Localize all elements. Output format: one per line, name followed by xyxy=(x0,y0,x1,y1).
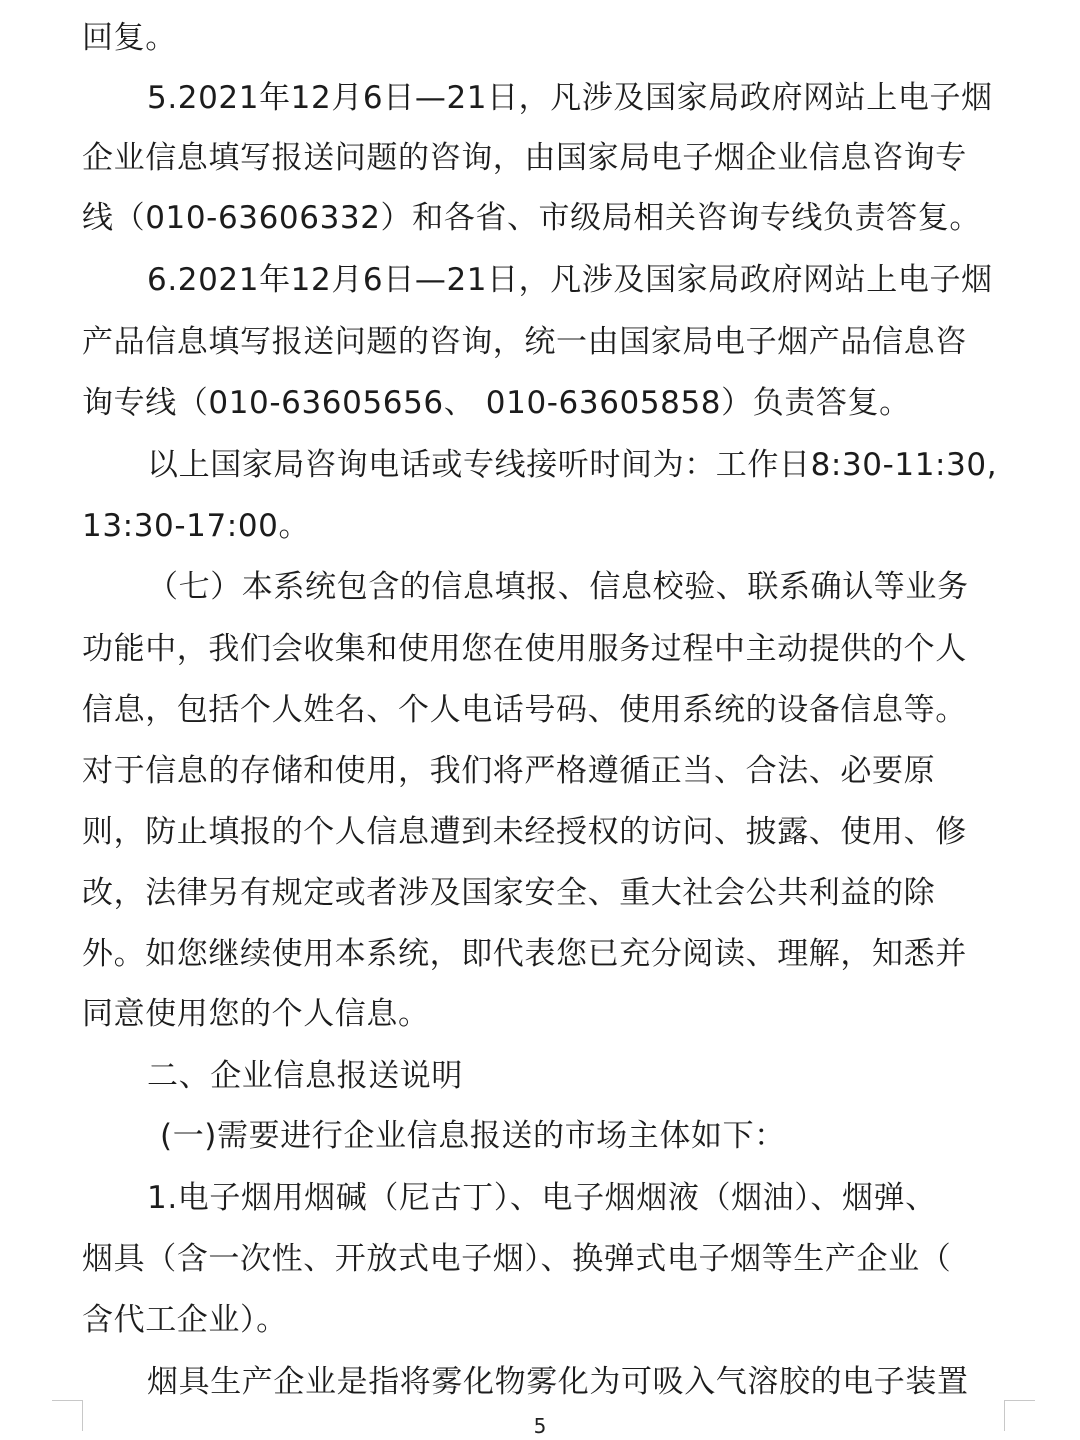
text-line: 烟具生产企业是指将雾化物雾化为可吸入气溶胶的电子装置 xyxy=(147,1364,969,1400)
text-line: 含代工企业）。 xyxy=(82,1302,288,1338)
text-line: 则，防止填报的个人信息遭到未经授权的访问、披露、使用、修 xyxy=(82,814,967,850)
text-line: 5.2021年12月6日—21日，凡涉及国家局政府网站上电子烟 xyxy=(147,80,993,116)
text-line: 1.电子烟用烟碱（尼古丁）、电子烟烟液（烟油）、烟弹、 xyxy=(147,1180,937,1216)
text-line: 询专线（010-63605656、 010-63605858）负责答复。 xyxy=(82,385,911,421)
text-line: 对于信息的存储和使用，我们将严格遵循正当、合法、必要原 xyxy=(82,753,936,789)
text-line: 烟具（含一次性、开放式电子烟）、换弹式电子烟等生产企业（ xyxy=(82,1241,952,1277)
text-line: 改，法律另有规定或者涉及国家安全、重大社会公共利益的除 xyxy=(82,875,936,911)
text-line: 外。如您继续使用本系统，即代表您已充分阅读、理解，知悉并 xyxy=(82,936,967,972)
text-line: 以上国家局咨询电话或专线接听时间为：工作日8:30-11:30, xyxy=(147,447,998,483)
text-line: 6.2021年12月6日—21日，凡涉及国家局政府网站上电子烟 xyxy=(147,262,993,298)
text-line: （七）本系统包含的信息填报、信息校验、联系确认等业务 xyxy=(147,569,969,605)
text-line: 线（010-63606332）和各省、市级局相关咨询专线负责答复。 xyxy=(82,200,981,236)
text-line: 产品信息填写报送问题的咨询，统一由国家局电子烟产品信息咨 xyxy=(82,324,967,360)
text-line: 同意使用您的个人信息。 xyxy=(82,996,430,1032)
text-line: 二、企业信息报送说明 xyxy=(147,1058,463,1094)
text-line: 13:30-17:00。 xyxy=(82,508,311,544)
text-line: 回复。 xyxy=(82,20,177,56)
text-line: (一)需要进行企业信息报送的市场主体如下： xyxy=(160,1118,786,1154)
page-number: 5 xyxy=(533,1414,547,1438)
text-line: 企业信息填写报送问题的咨询，由国家局电子烟企业信息咨询专 xyxy=(82,140,967,176)
text-line: 功能中，我们会收集和使用您在使用服务过程中主动提供的个人 xyxy=(82,631,967,667)
text-line: 信息，包括个人姓名、个人电话号码、使用系统的设备信息等。 xyxy=(82,692,967,728)
